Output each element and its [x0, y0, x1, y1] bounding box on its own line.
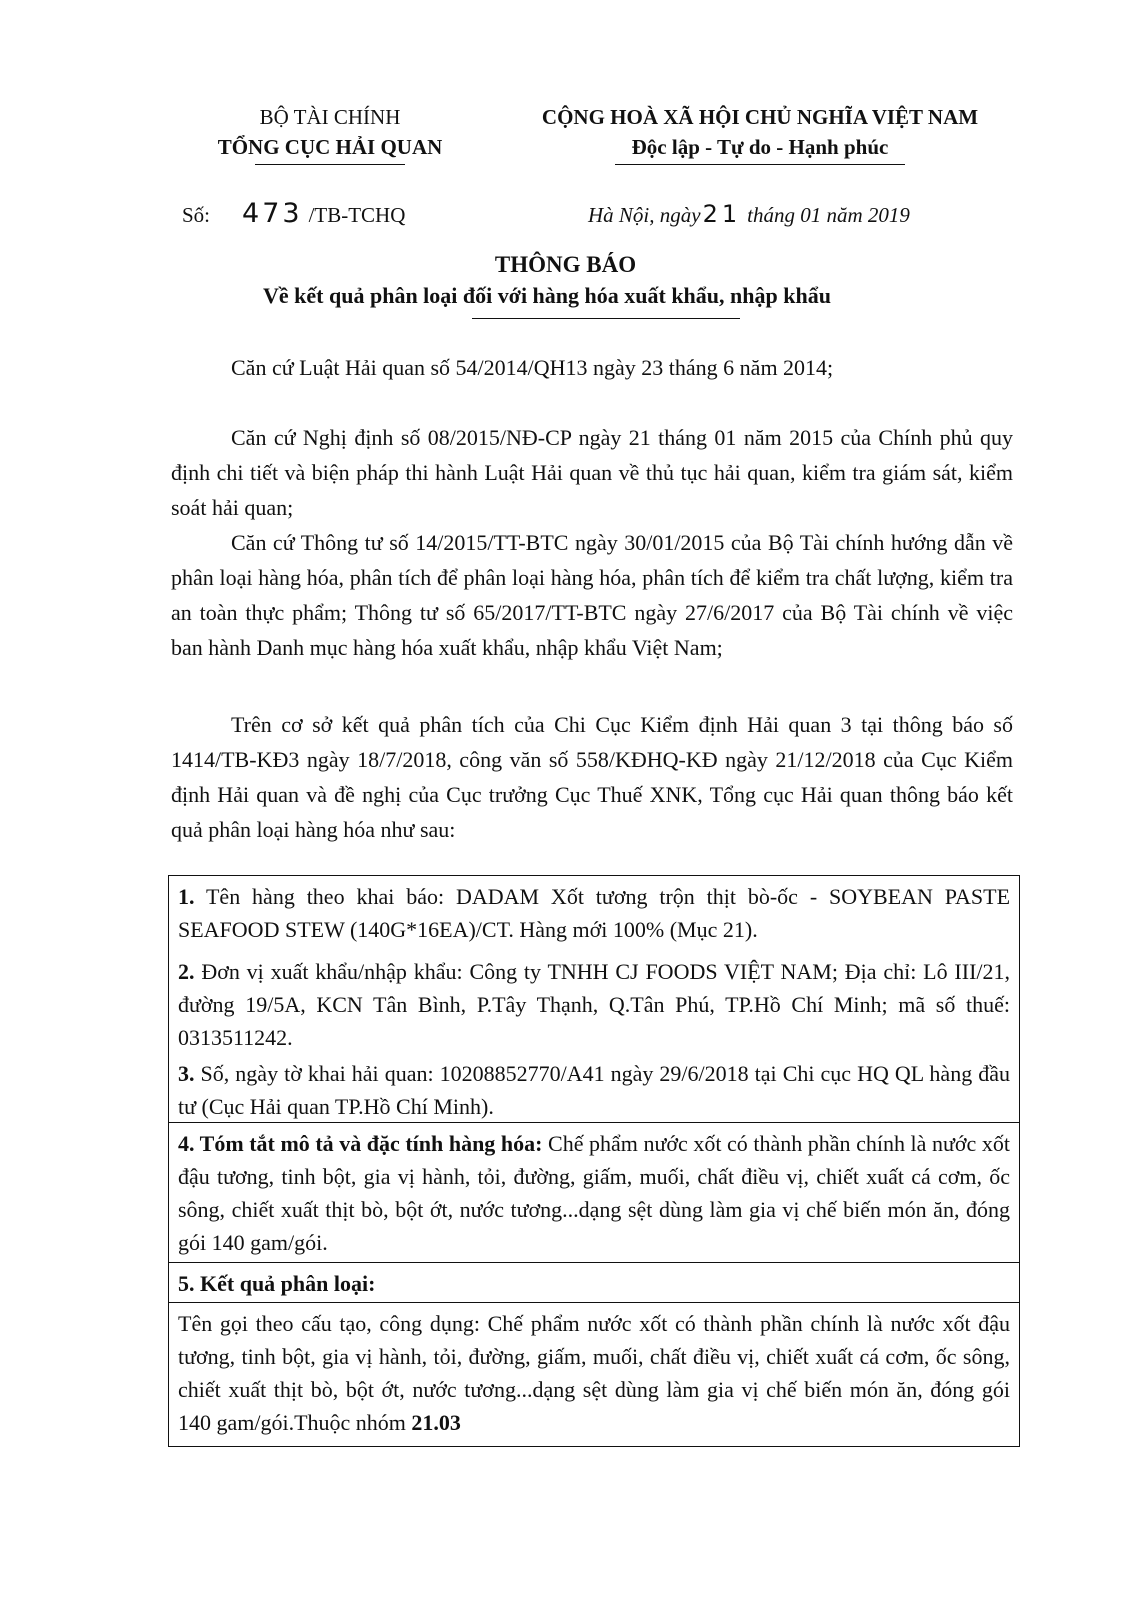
national-title	[500, 102, 1020, 165]
date-day: 21	[702, 200, 742, 228]
section-declared-name	[169, 876, 1019, 951]
number-value: 473	[242, 198, 303, 229]
section-3-label: 3.	[178, 1061, 195, 1086]
section-3-text: Số, ngày tờ khai hải quan: 10208852770/A41 ngày 29/6/2018 tại Chi cục HQ QL hàng đầu tư (Cục Hải quan TP.Hồ Chí Minh).	[178, 1061, 1010, 1119]
section-5-text: Tên gọi theo cấu tạo, công dụng: Chế phẩm nước xốt có thành phần chính là nước xốt đậu tương, tinh bột, gia vị hành, tỏi, đường, giấm, muối, chất điều vị, chiết xuất cá cơm, ốc sông, chiết xuất thịt bò, bột ớt, nước tương...dạng sệt dùng làm gia vị chế biến món ăn, đóng gói 140 gam/gói.Thuộc nhóm	[178, 1311, 1010, 1435]
section-1-label: 1.	[178, 884, 195, 909]
ministry-name: BỘ TÀI CHÍNH	[259, 105, 401, 129]
analysis-basis: Trên cơ sở kết quả phân tích của Chi Cục Kiểm định Hải quan 3 tại thông báo số 1414/TB-KĐ3 ngày 18/7/2018, công văn số 558/KĐHQ-KĐ ngày 21/12/2018 của Cục Kiểm định Hải quan và đề nghị của Cục trưởng Cục Thuế XNK, Tổng cục Hải quan thông báo kết quả phân loại hàng hóa như sau:	[171, 712, 1013, 842]
classification-box	[168, 875, 1020, 1447]
section-4-text: Chế phẩm nước xốt có thành phần chính là nước xốt đậu tương, tinh bột, gia vị hành, tỏi, đường, giấm, muối, chất điều vị, chiết xuất cá cơm, ốc sông, chiết xuất thịt bò, bột ớt, nước tương...dạng sệt dùng làm gia vị chế biến món ăn, đóng gói 140 gam/gói.	[178, 1131, 1011, 1255]
heading-code: 21.03	[411, 1410, 461, 1435]
number-suffix: /TB-TCHQ	[308, 203, 406, 227]
section-result-heading	[169, 1263, 1019, 1303]
document-type: THÔNG BÁO	[494, 252, 637, 277]
document-subject: Về kết quả phân loại đối với hàng hóa xuất khẩu, nhập khẩu	[263, 283, 831, 308]
section-5-label: 5. Kết quả phân loại:	[178, 1271, 376, 1296]
section-description	[169, 1123, 1019, 1263]
number-label: Số:	[182, 203, 211, 227]
section-result	[169, 1303, 1019, 1446]
issuing-agency	[150, 102, 510, 165]
country-name: CỘNG HOÀ XÃ HỘI CHỦ NGHĨA VIỆT NAM	[541, 105, 979, 129]
date-suffix: tháng 01 năm 2019	[747, 203, 910, 227]
department-name: TỔNG CỤC HẢI QUAN	[217, 135, 443, 159]
section-4-label: 4. Tóm tắt mô tả và đặc tính hàng hóa:	[178, 1131, 543, 1156]
national-motto: Độc lập - Tự do - Hạnh phúc	[631, 135, 889, 159]
motto-underline	[615, 164, 905, 165]
legal-basis-3: Căn cứ Thông tư số 14/2015/TT-BTC ngày 30/01/2015 của Bộ Tài chính hướng dẫn về phân loại hàng hóa, phân tích để phân loại hàng hóa, phân tích để kiểm tra chất lượng, kiểm tra an toàn thực phẩm; Thông tư số 65/2017/TT-BTC ngày 27/6/2017 của Bộ Tài chính về việc ban hành Danh mục hàng hóa xuất khẩu, nhập khẩu Việt Nam;	[171, 530, 1013, 660]
date-prefix: Hà Nội, ngày	[588, 203, 701, 227]
section-1-text: Tên hàng theo khai báo: DADAM Xốt tương trộn thịt bò-ốc - SOYBEAN PASTE SEAFOOD STEW (140G*16EA)/CT. Hàng mới 100% (Mục 21).	[178, 884, 1011, 942]
subject-underline	[472, 318, 740, 319]
issue-date	[588, 200, 910, 228]
section-importer	[169, 951, 1019, 1053]
section-2-label: 2.	[178, 959, 195, 984]
department-underline	[255, 164, 405, 165]
legal-basis-2: Căn cứ Nghị định số 08/2015/NĐ-CP ngày 21 tháng 01 năm 2015 của Chính phủ quy định chi tiết và biện pháp thi hành Luật Hải quan về thủ tục hải quan, kiểm tra giám sát, kiểm soát hải quan;	[171, 425, 1013, 520]
section-declaration	[169, 1053, 1019, 1123]
document-number	[182, 198, 405, 229]
legal-basis-1: Căn cứ Luật Hải quan số 54/2014/QH13 ngày 23 tháng 6 năm 2014;	[231, 355, 834, 380]
section-2-text: Đơn vị xuất khẩu/nhập khẩu: Công ty TNHH CJ FOODS VIỆT NAM; Địa chỉ: Lô III/21, đường 19/5A, KCN Tân Bình, P.Tây Thạnh, Q.Tân Phú, TP.Hồ Chí Minh; mã số thuế: 0313511242.	[178, 959, 1011, 1050]
